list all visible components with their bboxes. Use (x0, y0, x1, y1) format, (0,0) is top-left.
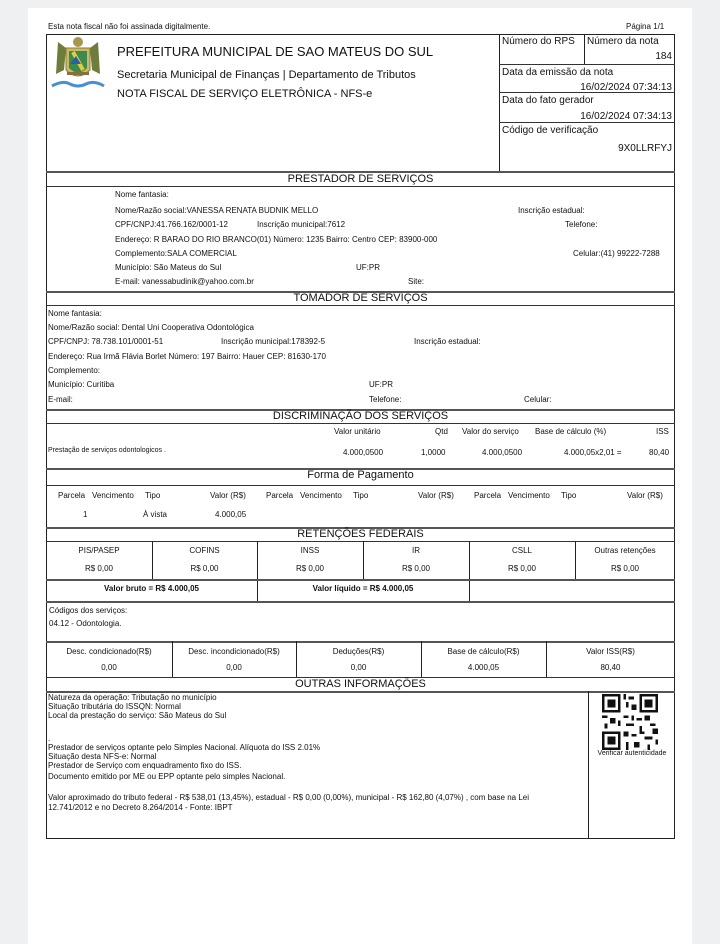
col-unit-value: Valor unitário (334, 427, 381, 436)
inss-value: R$ 0,00 (295, 564, 325, 573)
iss-value-amount: 80,40 (600, 663, 621, 672)
invoice-number-value: 184 (655, 51, 672, 62)
other-withholdings-label: Outras retenções (594, 546, 656, 555)
gross-value: Valor bruto = R$ 4.000,05 (104, 584, 199, 593)
municipality-title: PREFEITURA MUNICIPAL DE SAO MATEUS DO SUL (117, 44, 434, 59)
col-quantity: Qtd (435, 427, 448, 436)
customer-section-title: TOMADOR DE SERVIÇOS (293, 292, 428, 304)
provider-state: UF:PR (356, 263, 380, 272)
document-type: NOTA FISCAL DE SERVIÇO ELETRÔNICA - NFS-e (117, 88, 373, 100)
conditional-discount-label: Desc. condicionado(R$) (66, 647, 152, 656)
col-service-value: Valor do serviço (462, 427, 519, 436)
provider-state-registration: Inscrição estadual: (518, 206, 585, 215)
nfse-status: Situação desta NFS-e: Normal (48, 752, 157, 761)
payment-col-parcela-3: Parcela (474, 491, 502, 500)
provider-complement: Complemento:SALA COMERCIAL (115, 249, 237, 258)
deductions-value: 0,00 (350, 663, 367, 672)
signature-notice: Esta nota fiscal não foi assinada digitalmente. (48, 22, 211, 31)
provider-city: Município: São Mateus do Sul (115, 263, 222, 272)
payment-col-parcela-2: Parcela (266, 491, 294, 500)
service-unit-value: 4.000,0500 (343, 448, 384, 457)
customer-state: UF:PR (369, 380, 393, 389)
inss-label: INSS (300, 546, 320, 555)
service-codes-label: Códigos dos serviços: (49, 606, 128, 615)
nfse-document (28, 8, 692, 944)
provider-trade-name: Nome fantasia: (115, 190, 169, 199)
csll-value: R$ 0,00 (507, 564, 537, 573)
provider-mobile: Celular:(41) 99222-7288 (573, 249, 660, 258)
customer-address: Endereço: Rua Irmã Flávia Borlet Número: 197 Bairro: Hauer CEP: 81630-170 (48, 352, 326, 361)
customer-legal-name: Nome/Razão social: Dental Uni Cooperativa Odontológica (48, 323, 254, 332)
issue-date-label: Data da emissão da nota (502, 67, 614, 78)
service-codes-value: 04.12 - Odontologia. (49, 619, 122, 628)
fixed-iss-info: Prestador de Serviço com enquadramento fixo do ISS. (48, 761, 242, 770)
payment-col-vencimento-3: Vencimento (508, 491, 550, 500)
simples-nacional-info: Prestador de serviços optante pelo Simples Nacional. Alíquota do ISS 2.01% (48, 743, 321, 752)
service-calc-base: 4.000,05x2,01 = (564, 448, 622, 457)
provider-legal-name: Nome/Razão social:VANESSA RENATA BUDNIK MELLO (115, 206, 319, 215)
tax-estimate-line-1: Valor aproximado do tributo federal - R$ 538,01 (13,45%), estadual - R$ 0,00 (0,00%), municipal - R$ 162,80 (4,07%) , com base na Lei (48, 793, 530, 802)
customer-mobile: Celular: (524, 395, 552, 404)
payment-col-vencimento-1: Vencimento (92, 491, 134, 500)
me-epp-info: Documento emitido por ME ou EPP optante pelo simples Nacional. (48, 772, 286, 781)
services-section-title: DISCRIMINAÇÃO DOS SERVIÇOS (272, 410, 449, 422)
provider-phone: Telefone: (565, 220, 598, 229)
provider-email: E-mail: vanessabudinik@yahoo.com.br (115, 277, 254, 286)
provider-site: Site: (408, 277, 425, 286)
payment-col-valor-3: Valor (R$) (627, 491, 663, 500)
service-location: Local da prestação do serviço: São Mateus do Sul (48, 711, 227, 720)
unconditional-discount-label: Desc. incondicionado(R$) (188, 647, 280, 656)
separator-dot: . (48, 734, 51, 743)
qr-code-icon[interactable] (602, 694, 658, 750)
payment-col-parcela-1: Parcela (58, 491, 86, 500)
other-withholdings-value: R$ 0,00 (610, 564, 640, 573)
payment-col-valor-1: Valor (R$) (210, 491, 246, 500)
service-quantity: 1,0000 (421, 448, 446, 457)
payment-col-tipo-3: Tipo (561, 491, 577, 500)
csll-label: CSLL (511, 546, 532, 555)
pis-pasep-value: R$ 0,00 (84, 564, 114, 573)
operation-nature: Natureza da operação: Tributação no município (48, 693, 217, 702)
col-calc-base: Base de cálculo (%) (535, 427, 607, 436)
unconditional-discount-value: 0,00 (226, 663, 242, 672)
customer-city: Município: Curitiba (48, 380, 115, 389)
calc-base-value: 4.000,05 (467, 663, 500, 672)
payment-col-valor-2: Valor (R$) (418, 491, 454, 500)
provider-section-title: PRESTADOR DE SERVIÇOS (287, 173, 434, 185)
municipal-coat-of-arms-icon (48, 34, 108, 94)
cofins-label: COFINS (189, 546, 220, 555)
ir-label: IR (412, 546, 420, 555)
service-iss: 80,40 (649, 448, 670, 457)
deductions-label: Deduções(R$) (332, 647, 385, 656)
payment-section-title: Forma de Pagamento (307, 469, 414, 481)
page-indicator: Página 1/1 (626, 22, 665, 31)
customer-municipal-registration: Inscrição municipal:178392-5 (221, 337, 326, 346)
verify-authenticity-link[interactable]: Verificar autenticidade (597, 750, 667, 757)
federal-withholdings-title: RETENÇÕES FEDERAIS (297, 528, 424, 540)
taxable-event-date-value: 16/02/2024 07:34:13 (580, 111, 672, 122)
issqn-status: Situação tributária do ISSQN: Normal (48, 702, 181, 711)
net-value: Valor líquido = R$ 4.000,05 (312, 584, 414, 593)
provider-municipal-registration: Inscrição municipal:7612 (257, 220, 346, 229)
verification-code-label: Código de verificação (502, 125, 599, 136)
cofins-value: R$ 0,00 (190, 564, 219, 573)
rps-number-label: Número do RPS (502, 36, 575, 47)
customer-tax-id: CPF/CNPJ: 78.738.101/0001-51 (48, 337, 164, 346)
payment-type: À vista (143, 510, 168, 519)
customer-email: E-mail: (48, 395, 73, 404)
calc-base-label: Base de cálculo(R$) (447, 647, 520, 656)
tax-estimate-line-2: 12.741/2012 e no Decreto 8.264/2014 - Fonte: IBPT (48, 803, 233, 812)
verification-code-value[interactable]: 9X0LLRFYJ (618, 143, 672, 154)
department-subtitle: Secretaria Municipal de Finanças | Departamento de Tributos (117, 69, 416, 81)
other-info-title: OUTRAS INFORMAÇÕES (295, 678, 426, 690)
ir-value: R$ 0,00 (401, 564, 431, 573)
issue-date-value: 16/02/2024 07:34:13 (580, 82, 672, 93)
payment-value: 4.000,05 (215, 510, 247, 519)
payment-col-vencimento-2: Vencimento (300, 491, 342, 500)
customer-trade-name: Nome fantasia: (48, 309, 102, 318)
customer-complement: Complemento: (48, 366, 101, 375)
provider-tax-id: CPF/CNPJ:41.766.162/0001-12 (115, 220, 228, 229)
service-value: 4.000,0500 (482, 448, 523, 457)
taxable-event-date-label: Data do fato gerador (502, 95, 594, 106)
iss-value-label: Valor ISS(R$) (586, 647, 635, 656)
conditional-discount-value: 0,00 (101, 663, 117, 672)
col-iss: ISS (656, 427, 669, 436)
customer-state-registration: Inscrição estadual: (414, 337, 481, 346)
customer-phone: Telefone: (369, 395, 402, 404)
provider-address: Endereço: R BARAO DO RIO BRANCO(01) Número: 1235 Bairro: Centro CEP: 83900-000 (115, 235, 438, 244)
service-description: Prestação de serviços odontologicos . (48, 447, 166, 454)
payment-col-tipo-1: Tipo (145, 491, 161, 500)
pis-pasep-label: PIS/PASEP (78, 546, 120, 555)
payment-installment: 1 (83, 510, 88, 519)
payment-col-tipo-2: Tipo (353, 491, 369, 500)
invoice-number-label: Número da nota (587, 36, 659, 47)
